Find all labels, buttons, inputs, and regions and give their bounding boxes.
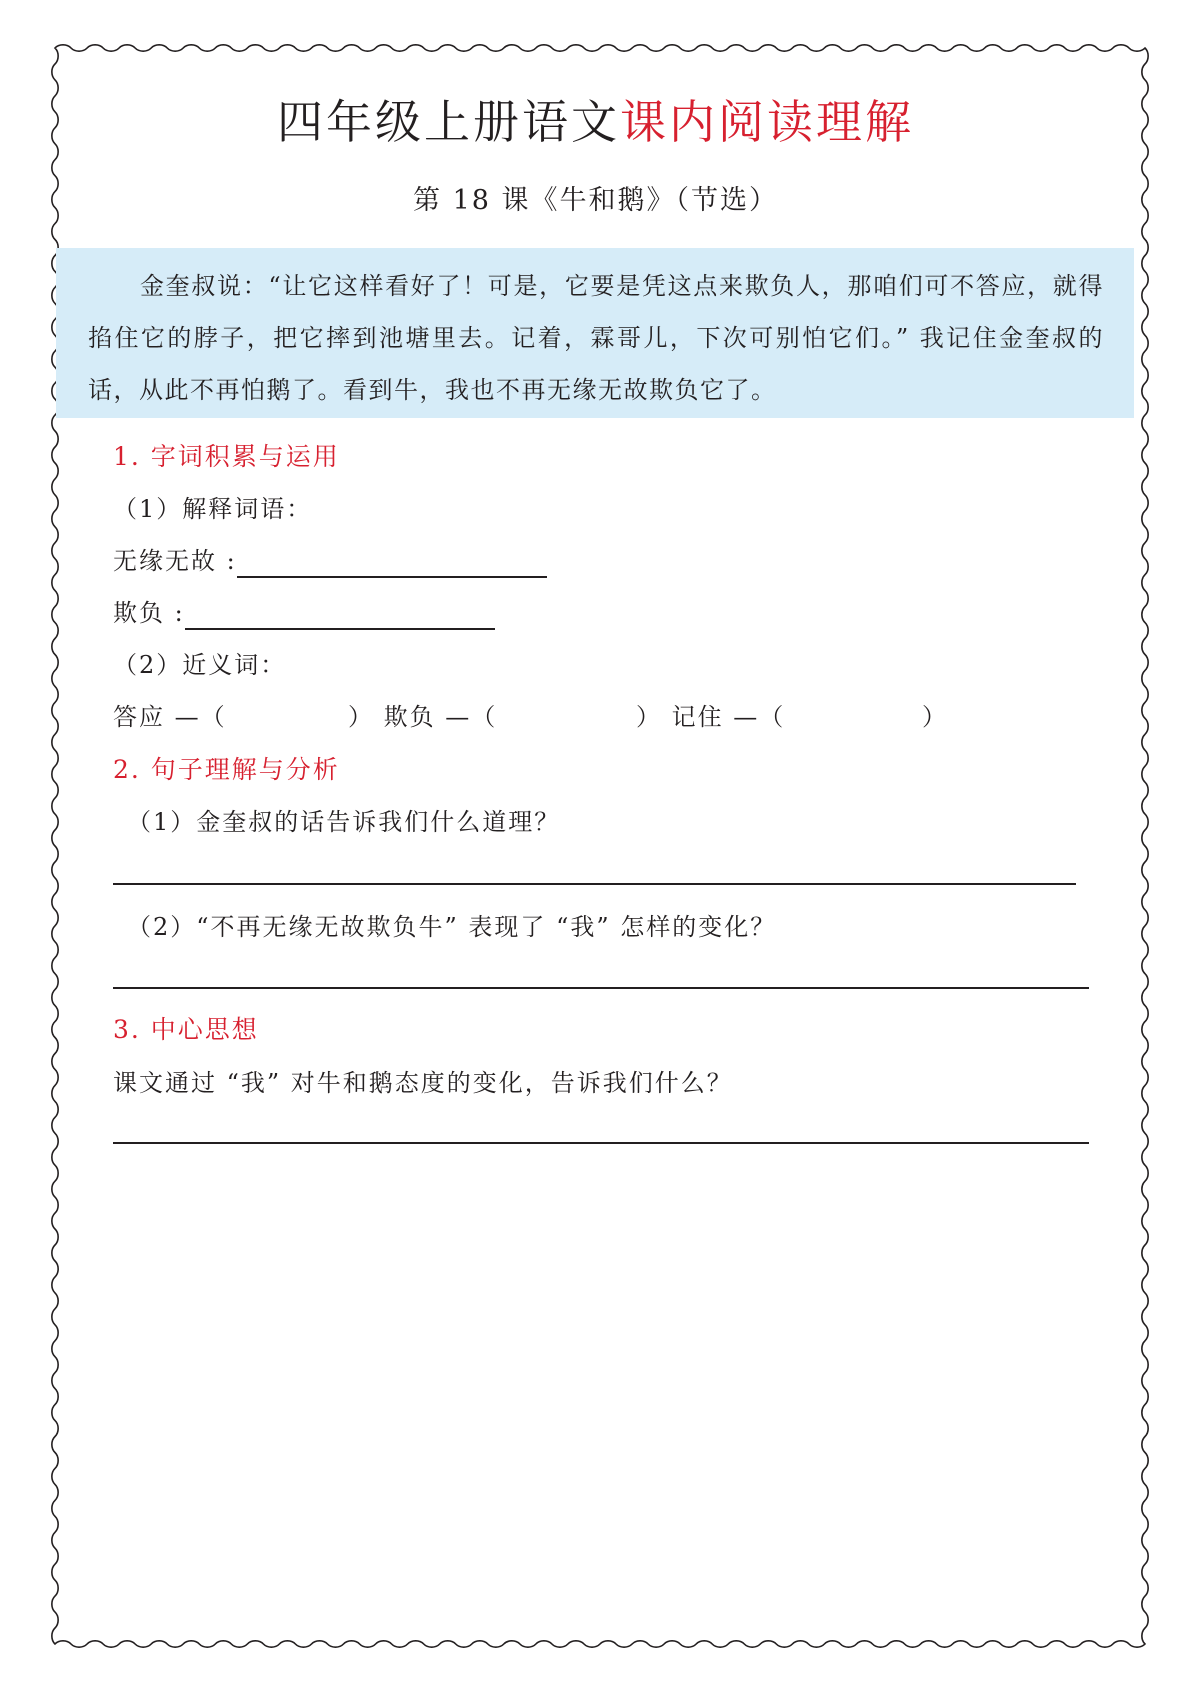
- define-word-1: 无缘无故 :: [113, 547, 237, 575]
- passage-box: [56, 248, 1134, 418]
- section1-q2-label: （2）近义词：: [113, 651, 287, 679]
- synonym-1-label: 答应 —（: [113, 703, 227, 731]
- synonym-close-bracket: ）: [922, 703, 948, 731]
- answer-line-s2-q1[interactable]: [113, 883, 1076, 885]
- passage-text: 金奎叔说：“让它这样看好了！可是，它要是凭这点来欺负人，那咱们可不答应，就得掐住它的脖子，把它摔到池塘里去。记着，霖哥儿，下次可别怕它们。” 我记住金奎叔的话，从此不再怕鹅了。看到牛，我也不再无缘无故欺负它了。: [88, 272, 1104, 404]
- synonym-answer-3[interactable]: [785, 698, 915, 732]
- section3-heading: 3. 中心思想: [113, 1015, 259, 1044]
- synonym-2-label: ） 欺负 —（: [348, 703, 498, 731]
- synonym-3-label: ） 记住 —（: [636, 703, 786, 731]
- define-word-row-2: [113, 596, 495, 630]
- define-answer-line-1[interactable]: [237, 550, 547, 578]
- answer-line-s2-q2[interactable]: [113, 987, 1089, 989]
- title-red-part: 课内阅读理解: [620, 95, 914, 149]
- section1-heading: 1. 字词积累与运用: [113, 442, 340, 471]
- section2-question-2: （2）“不再无缘无故欺负牛” 表现了 “我” 怎样的变化？: [127, 913, 777, 941]
- answer-line-s3[interactable]: [113, 1142, 1089, 1144]
- title-black-part: 四年级上册语文: [277, 95, 620, 149]
- synonym-answer-1[interactable]: [230, 698, 340, 732]
- section2-heading: 2. 句子理解与分析: [113, 755, 340, 784]
- lesson-subtitle: 第 18 课《牛和鹅》（节选）: [412, 185, 779, 216]
- define-answer-line-2[interactable]: [185, 602, 495, 630]
- section3-question: 课文通过 “我” 对牛和鹅态度的变化，告诉我们什么？: [113, 1069, 733, 1097]
- define-word-2: 欺负 :: [113, 599, 185, 627]
- synonym-answer-2[interactable]: [500, 698, 630, 732]
- page-title: [0, 92, 1191, 152]
- section2-question-1: （1）金奎叔的话告诉我们什么道理？: [127, 808, 561, 836]
- define-word-row-1: [113, 544, 547, 578]
- section1-q1-label: （1）解释词语：: [113, 495, 313, 523]
